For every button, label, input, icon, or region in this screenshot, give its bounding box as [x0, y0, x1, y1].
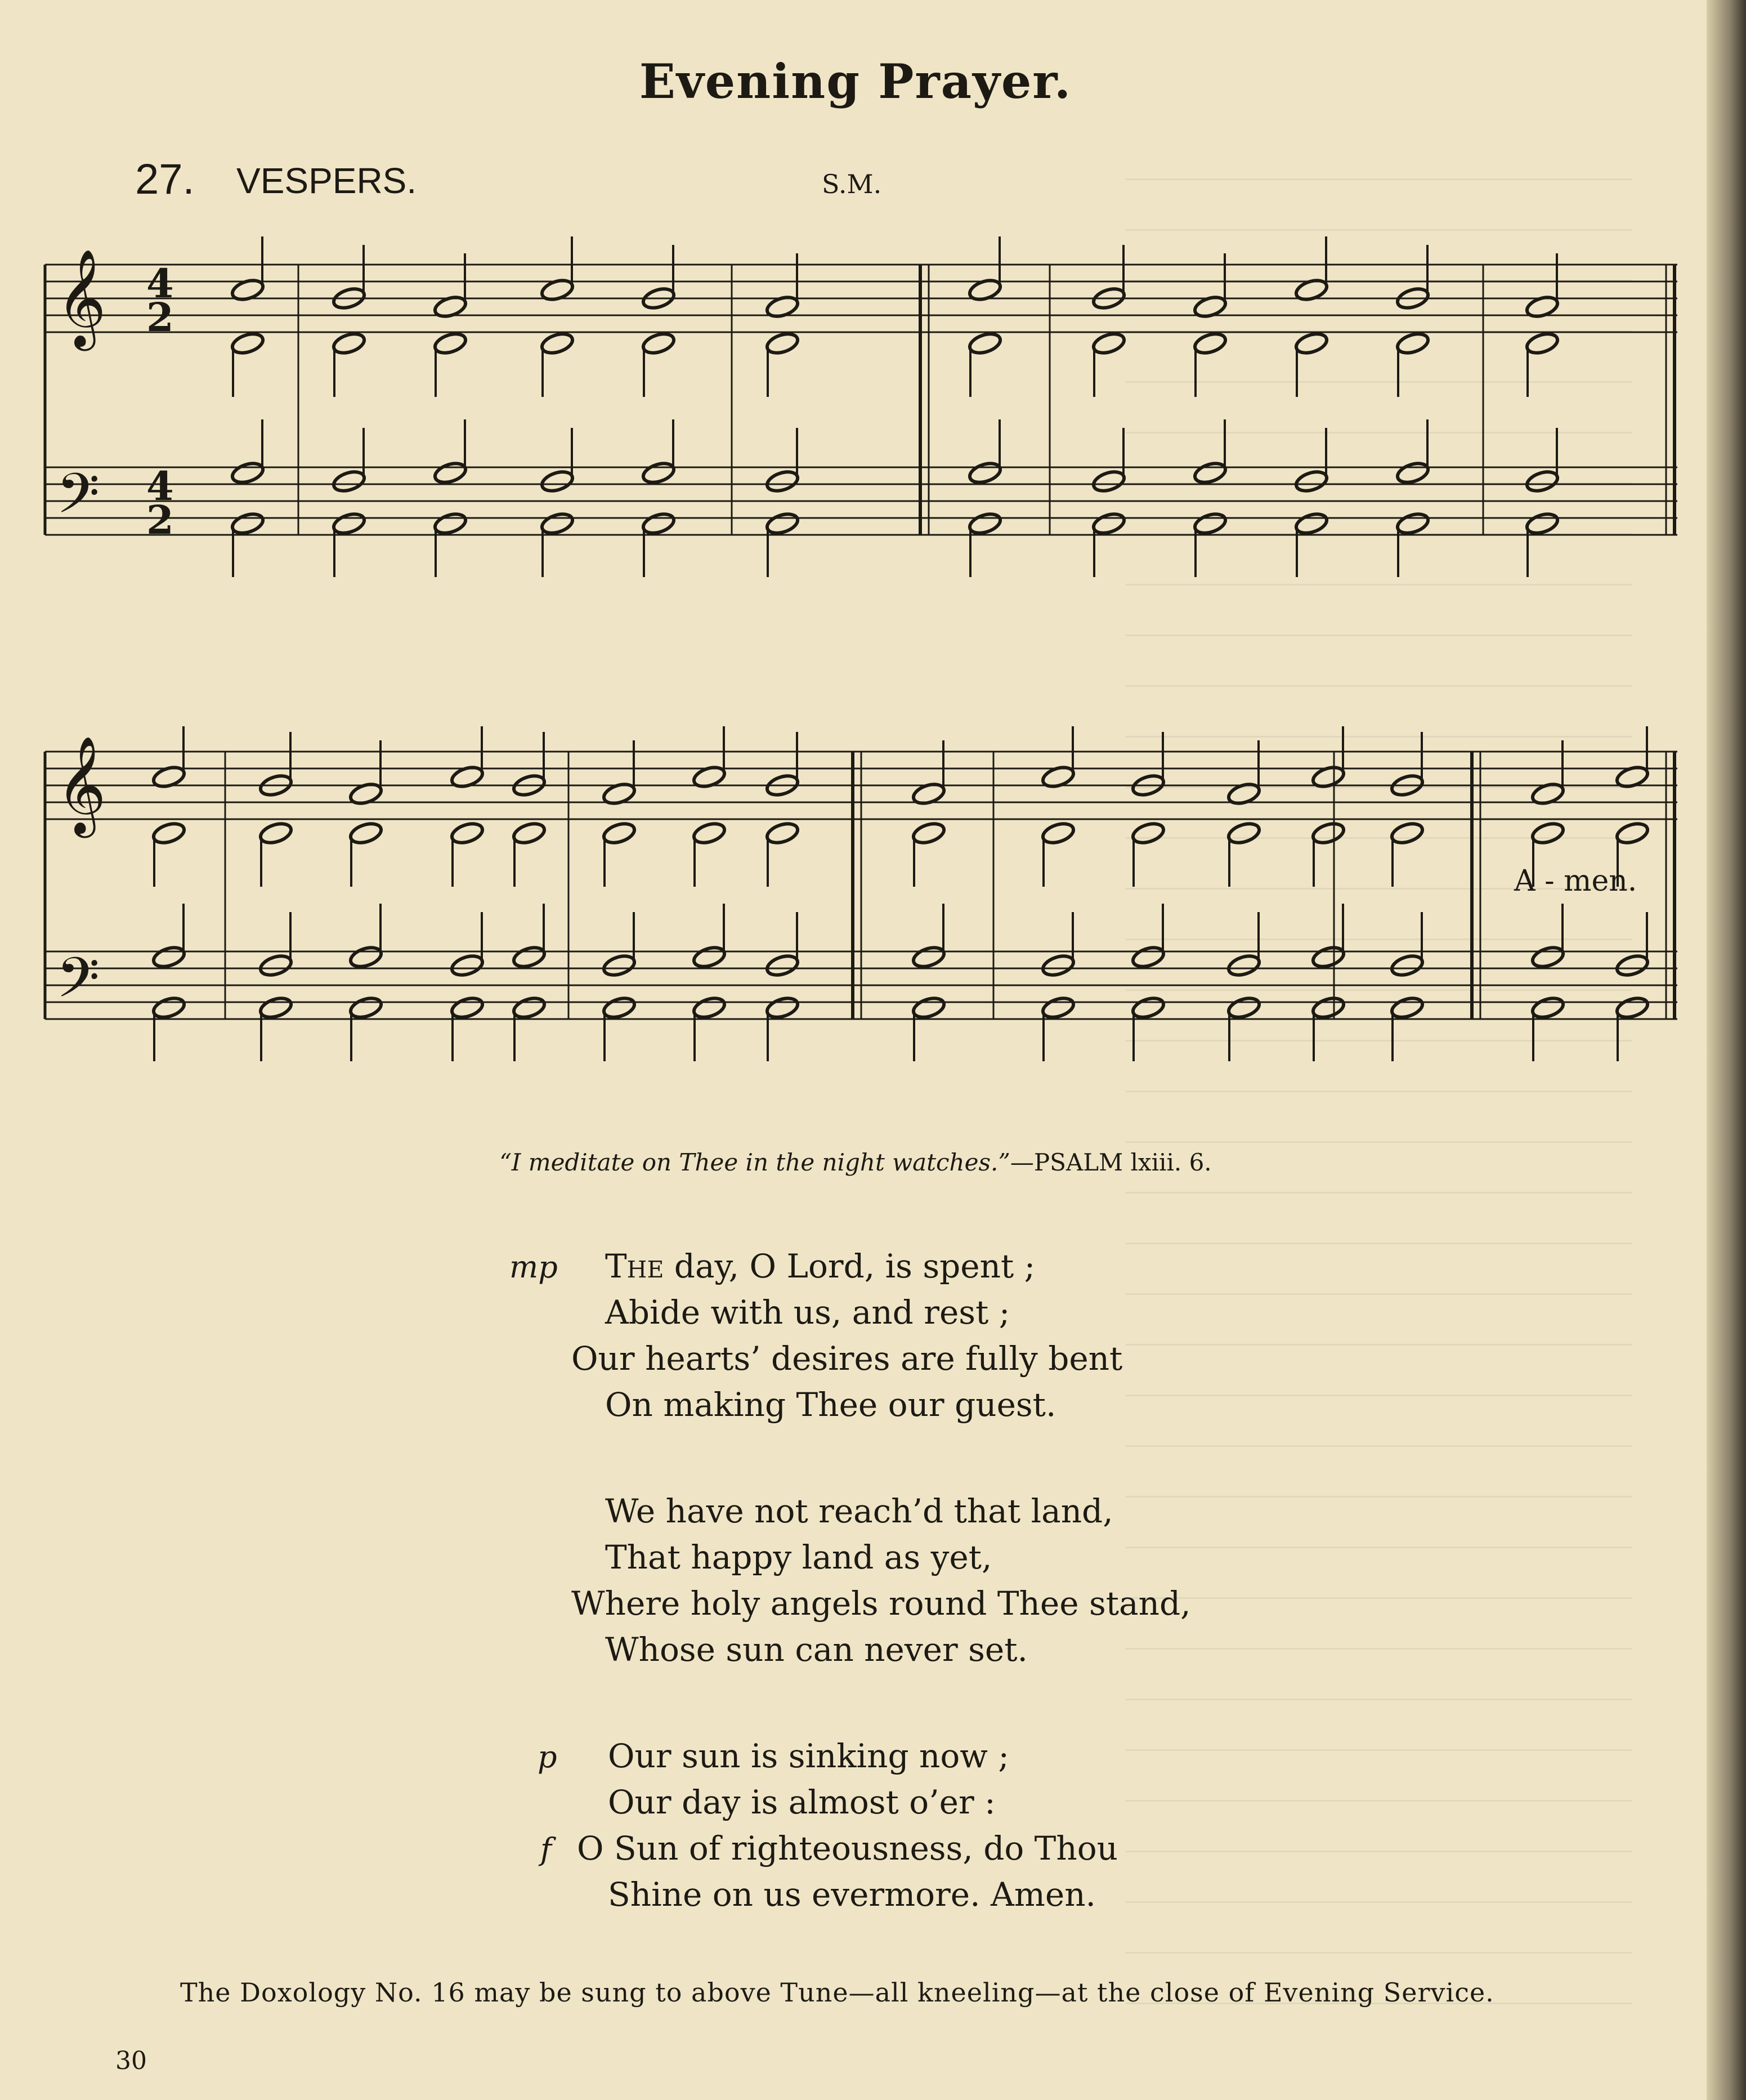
stanza-line: Where holy angels round Thee stand,: [571, 1584, 1191, 1623]
note-head: [230, 330, 266, 356]
note-head: [968, 511, 1003, 537]
note-head: [692, 820, 727, 846]
note-head: [512, 995, 547, 1021]
note-head: [1311, 944, 1346, 970]
note-head: [151, 820, 187, 846]
note-head: [911, 820, 947, 846]
note-head: [540, 511, 575, 537]
note-head: [433, 511, 468, 537]
note-head: [1193, 460, 1228, 486]
note-head: [1525, 330, 1560, 356]
page-edge: [1707, 0, 1746, 2100]
note-head: [765, 820, 800, 846]
note-head: [258, 953, 294, 978]
note-head: [1615, 820, 1650, 846]
time-sig-bottom-treble: 2: [146, 294, 174, 341]
note-head: [602, 953, 637, 978]
note-head: [641, 330, 677, 356]
note-head: [1193, 330, 1228, 356]
note-head: [348, 995, 384, 1021]
note-head: [1390, 953, 1425, 978]
hymn-title: VESPERS.: [236, 160, 417, 201]
note-head: [151, 995, 187, 1021]
note-head: [433, 330, 468, 356]
note-head: [151, 944, 187, 970]
note-head: [1294, 468, 1329, 494]
stanza-line: Whose sun can never set.: [605, 1630, 1028, 1669]
note-head: [1530, 944, 1566, 970]
score-system-2: [34, 726, 1694, 1098]
page-number: 30: [115, 2047, 147, 2075]
note-head: [968, 330, 1003, 356]
note-head: [1131, 820, 1166, 846]
stanza-line: That happy land as yet,: [605, 1538, 992, 1576]
note-head: [641, 460, 677, 486]
note-head: [1311, 995, 1346, 1021]
note-head: [512, 944, 547, 970]
note-head: [540, 468, 575, 494]
note-head: [1131, 995, 1166, 1021]
note-head: [1525, 511, 1560, 537]
time-sig-top-bass: 4: [146, 463, 174, 510]
note-head: [1311, 820, 1346, 846]
hymn-number: 27.: [135, 155, 195, 203]
note-head: [602, 820, 637, 846]
note-head: [1226, 953, 1262, 978]
stanza-line: Shine on us evermore. Amen.: [608, 1875, 1096, 1914]
drop-word: The: [605, 1247, 664, 1285]
score-system-1: [34, 231, 1694, 597]
svg-text:𝄞: 𝄞: [56, 736, 106, 834]
hymn-meter: S.M.: [822, 169, 882, 199]
note-head: [348, 820, 384, 846]
note-head: [1395, 511, 1431, 537]
note-head: [512, 820, 547, 846]
stanza-line: [605, 1247, 1035, 1285]
note-head: [258, 820, 294, 846]
note-head: [1395, 460, 1431, 486]
stanza-line: We have not reach’d that land,: [605, 1492, 1113, 1530]
time-sig-top-treble: 4: [146, 260, 174, 307]
note-head: [332, 468, 367, 494]
note-head: [1131, 944, 1166, 970]
music-system-1: [34, 231, 1694, 597]
note-head: [1091, 468, 1127, 494]
note-head: [1525, 468, 1560, 494]
note-head: [1395, 330, 1431, 356]
stanza-line: Our day is almost o’er :: [608, 1783, 996, 1821]
note-head: [1193, 511, 1228, 537]
note-head: [1041, 820, 1076, 846]
note-head: [1390, 995, 1425, 1021]
svg-text:𝄞: 𝄞: [56, 249, 106, 347]
notes-system-2: [151, 726, 1650, 1061]
note-head: [765, 511, 800, 537]
note-head: [1615, 995, 1650, 1021]
note-head: [348, 944, 384, 970]
svg-text:𝄢: 𝄢: [56, 462, 100, 540]
note-head: [230, 511, 266, 537]
note-head: [641, 511, 677, 537]
time-sig-bottom-bass: 2: [146, 497, 174, 543]
music-system-2: [34, 726, 1694, 1098]
note-head: [765, 995, 800, 1021]
note-head: [230, 460, 266, 486]
note-head: [1530, 995, 1566, 1021]
note-head: [540, 330, 575, 356]
note-head: [765, 330, 800, 356]
note-head: [1615, 953, 1650, 978]
note-head: [911, 944, 947, 970]
note-head: [692, 944, 727, 970]
stanza-line: Our hearts’ desires are fully bent: [571, 1339, 1123, 1378]
note-head: [258, 995, 294, 1021]
stanza-line: O Sun of righteousness, do Thou: [577, 1829, 1118, 1867]
note-head: [692, 995, 727, 1021]
note-head: [450, 995, 485, 1021]
stanza-line: Our sun is sinking now ;: [608, 1737, 1009, 1775]
stanza-line: On making Thee our guest.: [605, 1386, 1056, 1424]
note-head: [433, 460, 468, 486]
note-head: [765, 468, 800, 494]
note-head: [602, 995, 637, 1021]
note-head: [1041, 995, 1076, 1021]
note-head: [332, 330, 367, 356]
note-head: [1091, 330, 1127, 356]
note-head: [1294, 511, 1329, 537]
note-head: [1091, 511, 1127, 537]
note-head: [1226, 995, 1262, 1021]
dynamic-mark: p: [538, 1739, 557, 1775]
svg-text:𝄢: 𝄢: [56, 946, 100, 1024]
note-head: [332, 511, 367, 537]
stanza-line: Abide with us, and rest ;: [605, 1293, 1010, 1332]
page-title: Evening Prayer.: [639, 53, 1072, 109]
epigraph-reference: —PSALM lxiii. 6.: [1010, 1149, 1212, 1176]
note-head: [911, 995, 947, 1021]
note-head: [1294, 330, 1329, 356]
note-head: [450, 953, 485, 978]
note-head: [450, 820, 485, 846]
dynamic-mark: mp: [509, 1249, 558, 1285]
amen-label: A - men.: [1514, 864, 1637, 898]
note-head: [1530, 820, 1566, 846]
dynamic-mark: f: [540, 1831, 552, 1867]
epigraph: [0, 1149, 1711, 1176]
note-head: [1226, 820, 1262, 846]
line-text: day, O Lord, is spent ;: [664, 1247, 1036, 1285]
note-head: [1041, 953, 1076, 978]
note-head: [1390, 820, 1425, 846]
note-head: [968, 460, 1003, 486]
notes-system-1: [230, 236, 1560, 577]
note-head: [765, 953, 800, 978]
doxology-note: The Doxology No. 16 may be sung to above Tune—all kneeling—at the close of Evening Service.: [180, 1977, 1494, 2008]
epigraph-text: “I meditate on Thee in the night watches.”: [499, 1149, 1010, 1176]
